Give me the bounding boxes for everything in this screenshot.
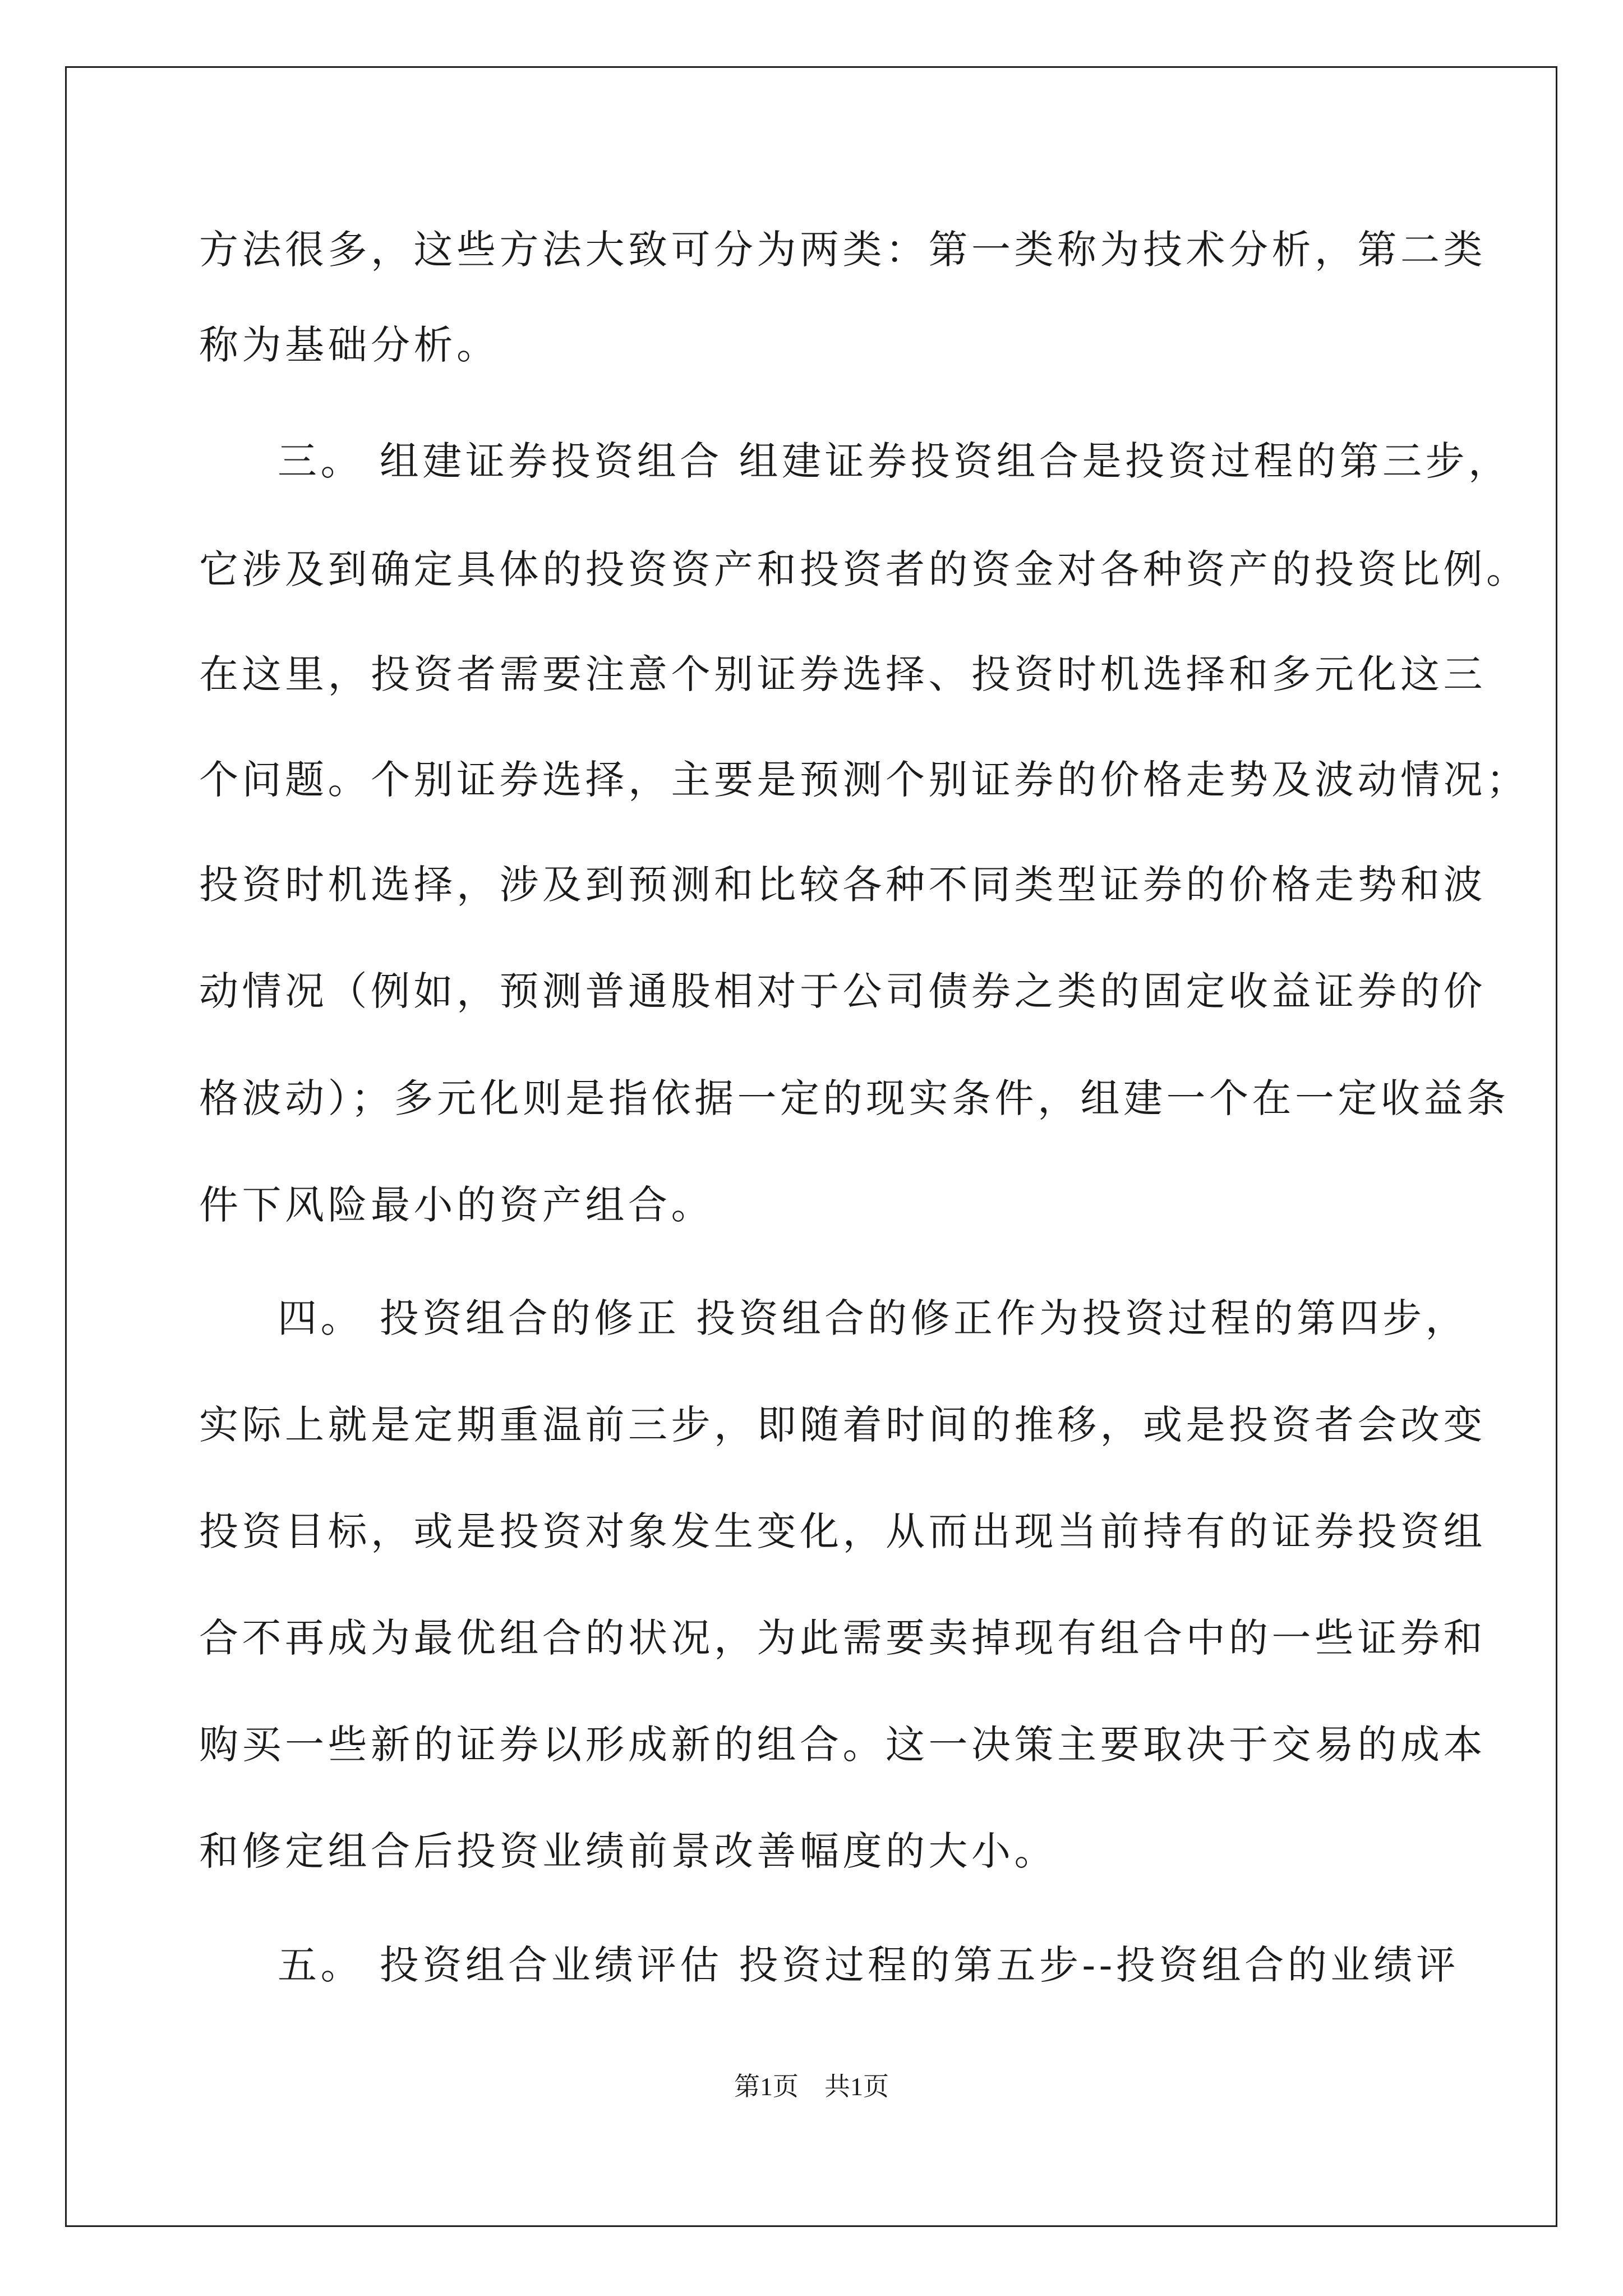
text-line: 投资时机选择，涉及到预测和比较各种不同类型证券的价格走势和波 <box>199 862 1486 908</box>
text-line: 合不再成为最优组合的状况，为此需要卖掉现有组合中的一些证券和 <box>199 1615 1486 1661</box>
text-line: 个问题。个别证券选择，主要是预测个别证券的价格走势及波动情况； <box>199 757 1529 803</box>
text-line: 投资目标，或是投资对象发生变化，从而出现当前持有的证券投资组 <box>199 1508 1486 1554</box>
text-line: 它涉及到确定具体的投资资产和投资者的资金对各种资产的投资比例。 <box>199 546 1529 592</box>
text-line: 在这里，投资者需要注意个别证券选择、投资时机选择和多元化这三 <box>199 651 1486 697</box>
text-line: 动情况（例如，预测普通股相对于公司债券之类的固定收益证券的价 <box>199 968 1486 1014</box>
section-heading-5: 五。 投资组合业绩评估 投资过程的第五步--投资组合的业绩评 <box>278 1942 1459 1988</box>
text-line: 件下风险最小的资产组合。 <box>199 1182 714 1228</box>
text-line: 购买一些新的证券以形成新的组合。这一决策主要取决于交易的成本 <box>199 1722 1486 1768</box>
section-heading-4: 四。 投资组合的修正 投资组合的修正作为投资过程的第四步， <box>278 1295 1469 1341</box>
text-line: 格波动）；多元化则是指依据一定的现实条件，组建一个在一定收益条 <box>199 1075 1510 1121</box>
page-border <box>65 66 1557 2227</box>
page-footer: 第1页 共1页 <box>734 2072 889 2101</box>
section-heading-3: 三。 组建证券投资组合 组建证券投资组合是投资过程的第三步， <box>278 438 1511 484</box>
text-line: 方法很多，这些方法大致可分为两类：第一类称为技术分析，第二类 <box>199 227 1486 273</box>
text-line: 实际上就是定期重温前三步，即随着时间的推移，或是投资者会改变 <box>199 1402 1486 1448</box>
text-line: 称为基础分析。 <box>199 322 500 368</box>
text-line: 和修定组合后投资业绩前景改善幅度的大小。 <box>199 1828 1057 1874</box>
